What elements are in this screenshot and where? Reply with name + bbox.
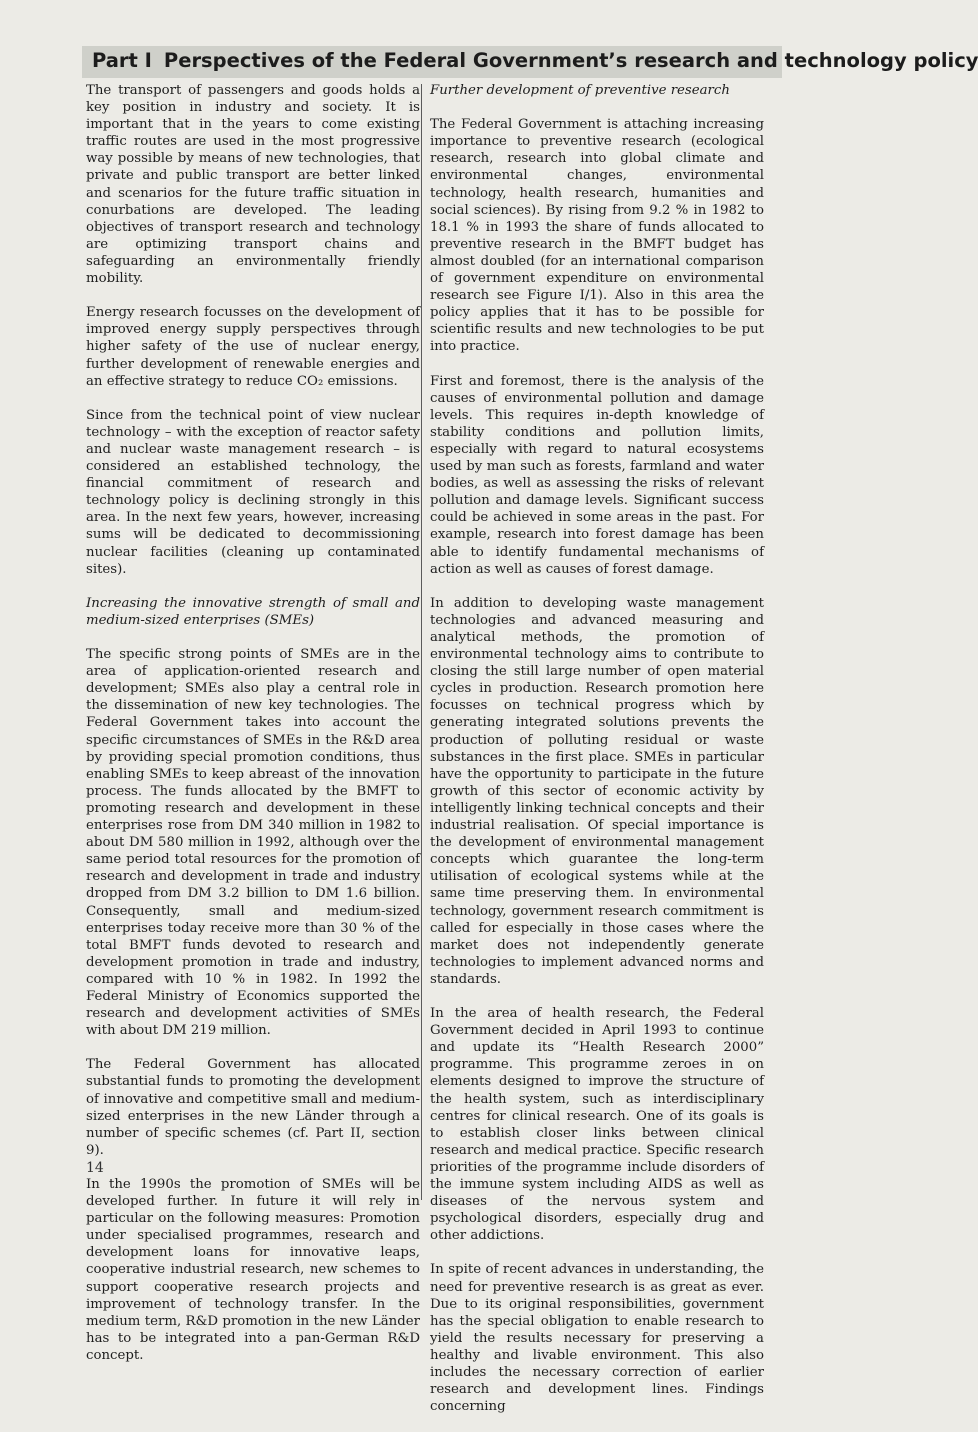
- part-label: Part I: [92, 49, 152, 72]
- section-heading-preventive: Further development of preventive research: [430, 83, 730, 98]
- page-number: 14: [86, 1160, 104, 1176]
- paragraph-preventive-importance: The Federal Government is attaching increasing importance to preventive research (ecological research, research into global climate and environmental changes, environmental technology, health research, humanities and social sciences). By rising from 9.2 % in 1982 to 18.1 % in 1993 the share of funds allocated to preventive research in the BMFT budget has almost doubled (for an international comparison of government expenditure on environmental research see Figure I/1). Also in this area the policy applies that it has to be possible for scientific results and new technologies to be put into practice.: [430, 117, 764, 355]
- section-heading-smes: Increasing the innovative strength of small and medium-sized enterprises (SMEs): [86, 595, 420, 628]
- paragraph-health-research: In the area of health research, the Federal Government decided in April 1993 to continue and update its “Health Research 2000” programme. This programme zeroes in on elements designed to improve the structure of the health system, such as interdisciplinary centres for clinical research. One of its goals is to establish closer links between clinical research and medical practice. Specific research priorities of the programme include disorders of the immune system including AIDS as well as diseases of the nervous system and psychological disorders, especially drug and other addictions.: [430, 1006, 764, 1244]
- paragraph-nuclear: Since from the technical point of view nuclear technology – with the exception of reactor safety and nuclear waste management research – is considered an established technology, the financial commitment of research and technology policy is declining strongly in this area. In the next few years, however, increasing sums will be dedicated to decommissioning nuclear facilities (cleaning up contaminated sites).: [86, 407, 420, 577]
- header-title: Perspectives of the Federal Government’s research and technology policy: [163, 49, 978, 72]
- column-divider: [421, 84, 422, 1200]
- left-column: [86, 82, 420, 1381]
- paragraph-waste-management: In addition to developing waste management technologies and advanced measuring and analytical methods, the promotion of environmental technology aims to contribute to closing the still large number of open material cycles in production. Research promotion here focusses on technical progress which by generating integrated solutions prevents the production of polluting residual or waste substances in the first place. SMEs in particular have the opportunity to participate in the future growth of this sector of economic activity by intelligently linking technical concepts and their industrial realisation. Of special importance is the development of environmental management concepts which guarantee the long-term utilisation of ecological systems while at the same time preserving them. In environmental technology, government research commitment is called for especially in those cases where the market does not independently generate technologies to implement advanced norms and standards.: [430, 595, 764, 987]
- paragraph-pollution-analysis: First and foremost, there is the analysis of the causes of environmental pollution and damage levels. This requires in-depth knowledge of stability conditions and pollution limits, especially with regard to natural ecosystems used by man such as forests, farmland and water bodies, as well as assessing the risks of relevant pollution and damage levels. Significant success could be achieved in some areas in the past. For example, research into forest damage has been able to identify fundamental mechanisms of action as well as causes of forest damage.: [430, 373, 764, 577]
- paragraph-sme-strengths: The specific strong points of SMEs are in the area of application-oriented research and development; SMEs also play a central role in the dissemination of new key technologies. The Federal Government takes into account the specific circumstances of SMEs in the R&D area by providing special promotion conditions, thus enabling SMEs to keep abreast of the innovation process. The funds allocated by the BMFT to promoting research and development in these enterprises rose from DM 340 million in 1982 to about DM 580 million in 1992, although over the same period total resources for the promotion of research and development in trade and industry dropped from DM 3.2 billion to DM 1.6 billion. Consequently, small and medium-sized enterprises today receive more than 30 % of the total BMFT funds devoted to research and development promotion in trade and industry, compared with 10 % in 1982. In 1992 the Federal Ministry of Economics supported the research and development activities of SMEs with about DM 219 million.: [86, 647, 420, 1039]
- running-header: [92, 49, 978, 72]
- paragraph-new-laender: The Federal Government has allocated substantial funds to promoting the development of innovative and competitive small and medium-sized enterprises in the new Länder through a number of specific schemes (cf. Part II, section 9).: [86, 1057, 420, 1158]
- paragraph-preventive-need: In spite of recent advances in understanding, the need for preventive research is as great as ever. Due to its original responsibilities, government has the special obligation to enable research to yield the results necessary for preserving a healthy and livable environment. This also includes the necessary correction of earlier research and development lines. Findings concerning: [430, 1262, 764, 1415]
- paragraph-transport: The transport of passengers and goods holds a key position in industry and society. It is important that in the years to come existing traffic routes are used in the most progressive way possible by means of new technologies, that private and public transport are better linked and scenarios for the future traffic situation in conurbations are developed. The leading objectives of transport research and technology are optimizing transport chains and safeguarding an environmentally friendly mobility.: [86, 83, 420, 287]
- right-column: [430, 82, 764, 1432]
- paragraph-1990s: In the 1990s the promotion of SMEs will be developed further. In future it will rely in particular on the following measures: Promotion under specialised programmes, research and development loans for innovative leaps, cooperative industrial research, new schemes to support cooperative research projects and improvement of technology transfer. In the medium term, R&D promotion in the new Länder has to be integrated into a pan-German R&D concept.: [86, 1177, 420, 1363]
- paragraph-energy: Energy research focusses on the development of improved energy supply perspectives through higher safety of the use of nuclear energy, further development of renewable energies and an effective strategy to reduce CO₂ emissions.: [86, 305, 420, 389]
